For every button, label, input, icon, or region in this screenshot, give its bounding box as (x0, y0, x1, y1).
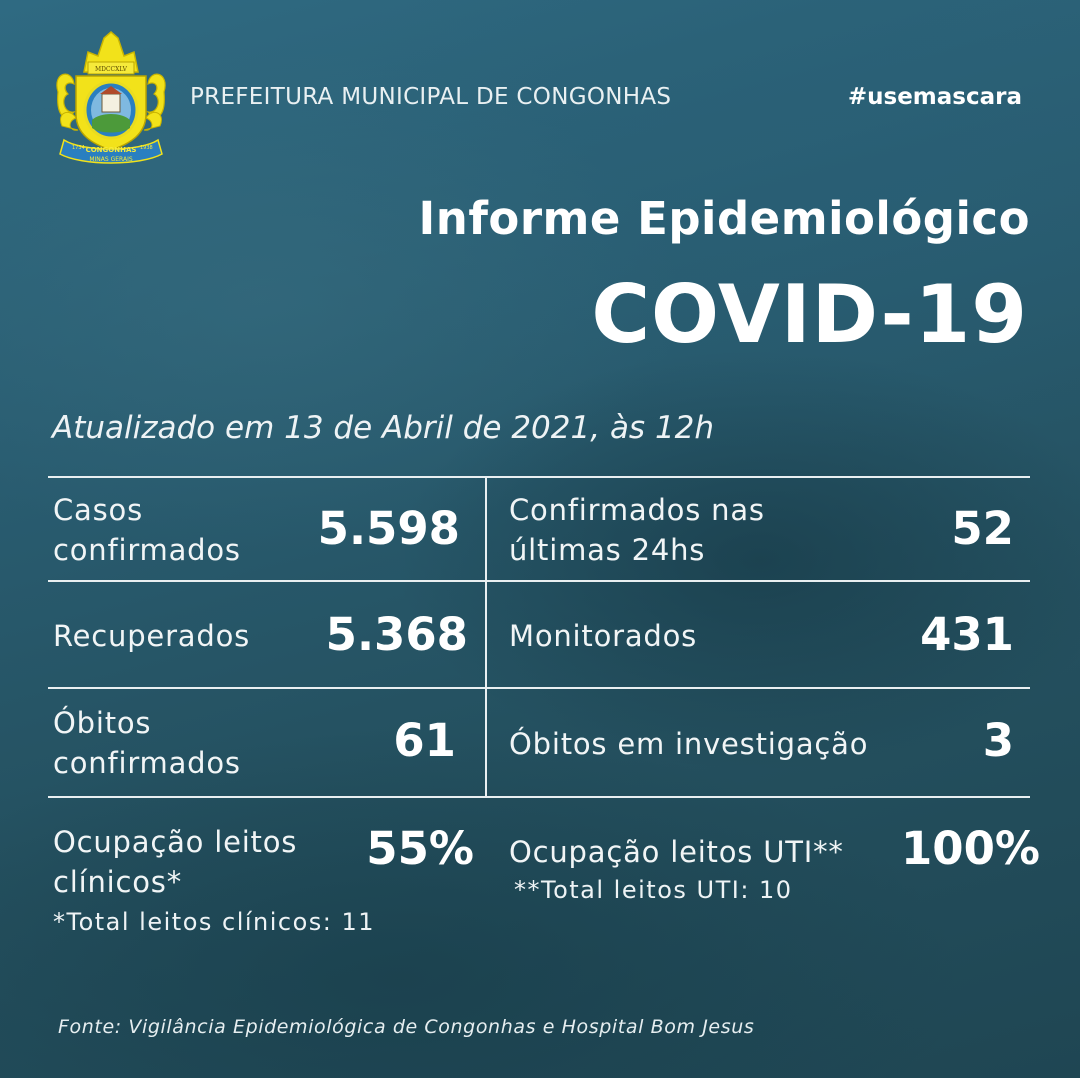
label-line: Ocupação leitos (53, 825, 298, 859)
stat-label-monitorados: Monitorados (509, 619, 698, 653)
note-leitos-clinicos: *Total leitos clínicos: 11 (53, 908, 376, 936)
divider (48, 796, 1030, 798)
label-line: Óbitos (53, 706, 152, 740)
crest-motto: MDCCXLV (94, 66, 128, 73)
column-divider (485, 476, 487, 798)
label-line: Confirmados nas (509, 493, 765, 527)
crest-city: CONGONHAS (85, 146, 137, 154)
stat-value-leitos-clinicos: 55% (366, 822, 474, 875)
crest-state: MINAS GERAIS (89, 156, 133, 163)
stat-label-leitos-uti: Ocupação leitos UTI** (509, 835, 844, 869)
update-date: Atualizado em 13 de Abril de 2021, às 12h (52, 410, 715, 446)
stat-label-obitos-confirmados (53, 703, 241, 783)
stat-label-obitos-investigacao: Óbitos em investigação (509, 727, 869, 761)
label-line: clínicos* (53, 865, 182, 899)
report-subtitle: COVID-19 (591, 268, 1028, 361)
coat-of-arms-logo (52, 28, 170, 170)
stat-value-obitos-investigacao: 3 (982, 714, 1014, 767)
label-line: Casos (53, 493, 143, 527)
note-leitos-uti: **Total leitos UTI: 10 (514, 876, 793, 904)
stat-value-casos-confirmados: 5.598 (317, 502, 460, 555)
label-line: confirmados (53, 533, 241, 567)
organization-name: PREFEITURA MUNICIPAL DE CONGONHAS (190, 84, 672, 110)
divider (48, 687, 1030, 689)
stat-value-leitos-uti: 100% (900, 822, 1040, 875)
report-title: Informe Epidemiológico (418, 192, 1030, 245)
stat-label-leitos-clinicos (53, 822, 297, 902)
stat-label-confirmados-24h (509, 490, 765, 570)
source-footnote: Fonte: Vigilância Epidemiológica de Congonhas e Hospital Bom Jesus (58, 1016, 755, 1038)
stat-value-recuperados: 5.368 (325, 608, 468, 661)
label-line: últimas 24hs (509, 533, 706, 567)
hashtag: #usemascara (847, 84, 1022, 110)
label-line: confirmados (53, 746, 241, 780)
stat-value-obitos-confirmados: 61 (393, 714, 456, 767)
divider (48, 580, 1030, 582)
crest-year-right: 1938 (140, 145, 153, 151)
stat-label-casos-confirmados (53, 490, 241, 570)
crest-year-left: 1734 (72, 145, 85, 151)
stat-value-monitorados: 431 (920, 608, 1014, 661)
stat-label-recuperados: Recuperados (53, 619, 251, 653)
divider (48, 476, 1030, 478)
stat-value-confirmados-24h: 52 (951, 502, 1014, 555)
